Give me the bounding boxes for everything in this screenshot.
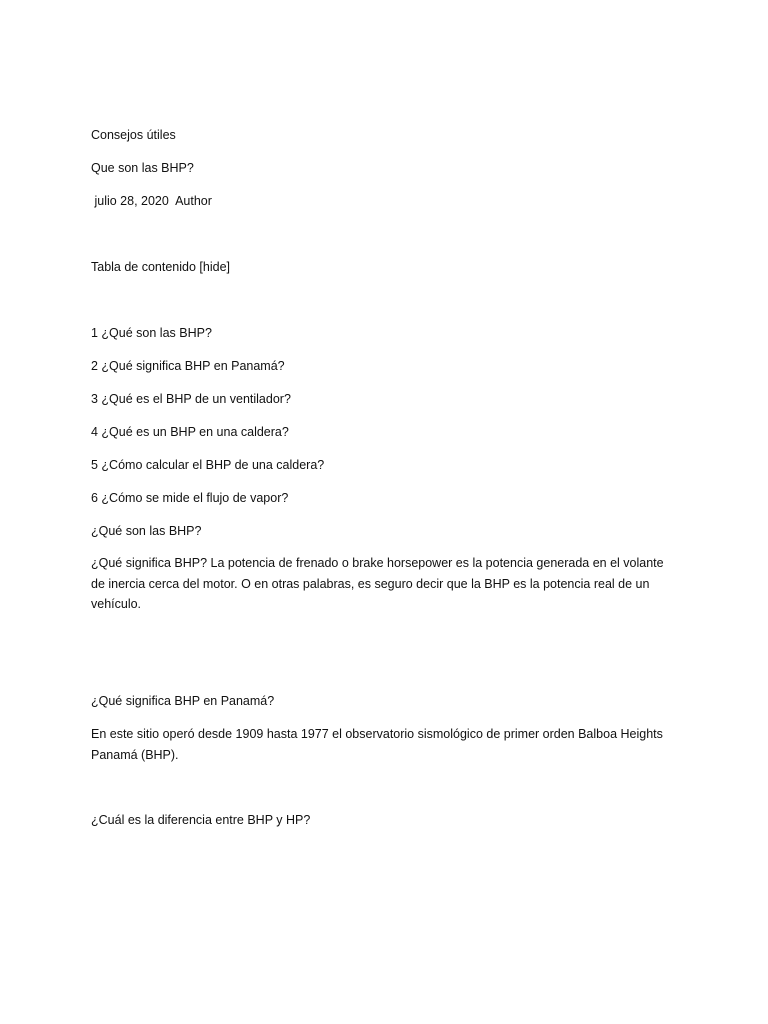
post-meta: julio 28, 2020 Author — [91, 194, 212, 208]
toc-item: 6 ¿Cómo se mide el flujo de vapor? — [91, 491, 289, 505]
toc-item: 1 ¿Qué son las BHP? — [91, 326, 212, 340]
section-body: En este sitio operó desde 1909 hasta 1977 el observatorio sismológico de primer orden Balboa Heights Panamá (BHP). — [91, 727, 663, 762]
section-body: ¿Qué significa BHP? La potencia de frenado o brake horsepower es la potencia generada en el volante de inercia cerca del motor. O en otras palabras, es seguro decir que la BHP es la potencia real de un vehículo. — [91, 556, 664, 611]
toc-item: 4 ¿Qué es un BHP en una caldera? — [91, 425, 289, 439]
toc-item: 2 ¿Qué significa BHP en Panamá? — [91, 359, 285, 373]
toc-item: 5 ¿Cómo calcular el BHP de una caldera? — [91, 458, 325, 472]
section-heading: ¿Cuál es la diferencia entre BHP y HP? — [91, 813, 311, 827]
category-label: Consejos útiles — [91, 128, 176, 142]
page-title: Que son las BHP? — [91, 161, 194, 175]
toc-item: 3 ¿Qué es el BHP de un ventilador? — [91, 392, 291, 406]
toc-heading: Tabla de contenido [hide] — [91, 260, 230, 274]
section-heading: ¿Qué son las BHP? — [91, 524, 202, 538]
section-heading: ¿Qué significa BHP en Panamá? — [91, 694, 275, 708]
